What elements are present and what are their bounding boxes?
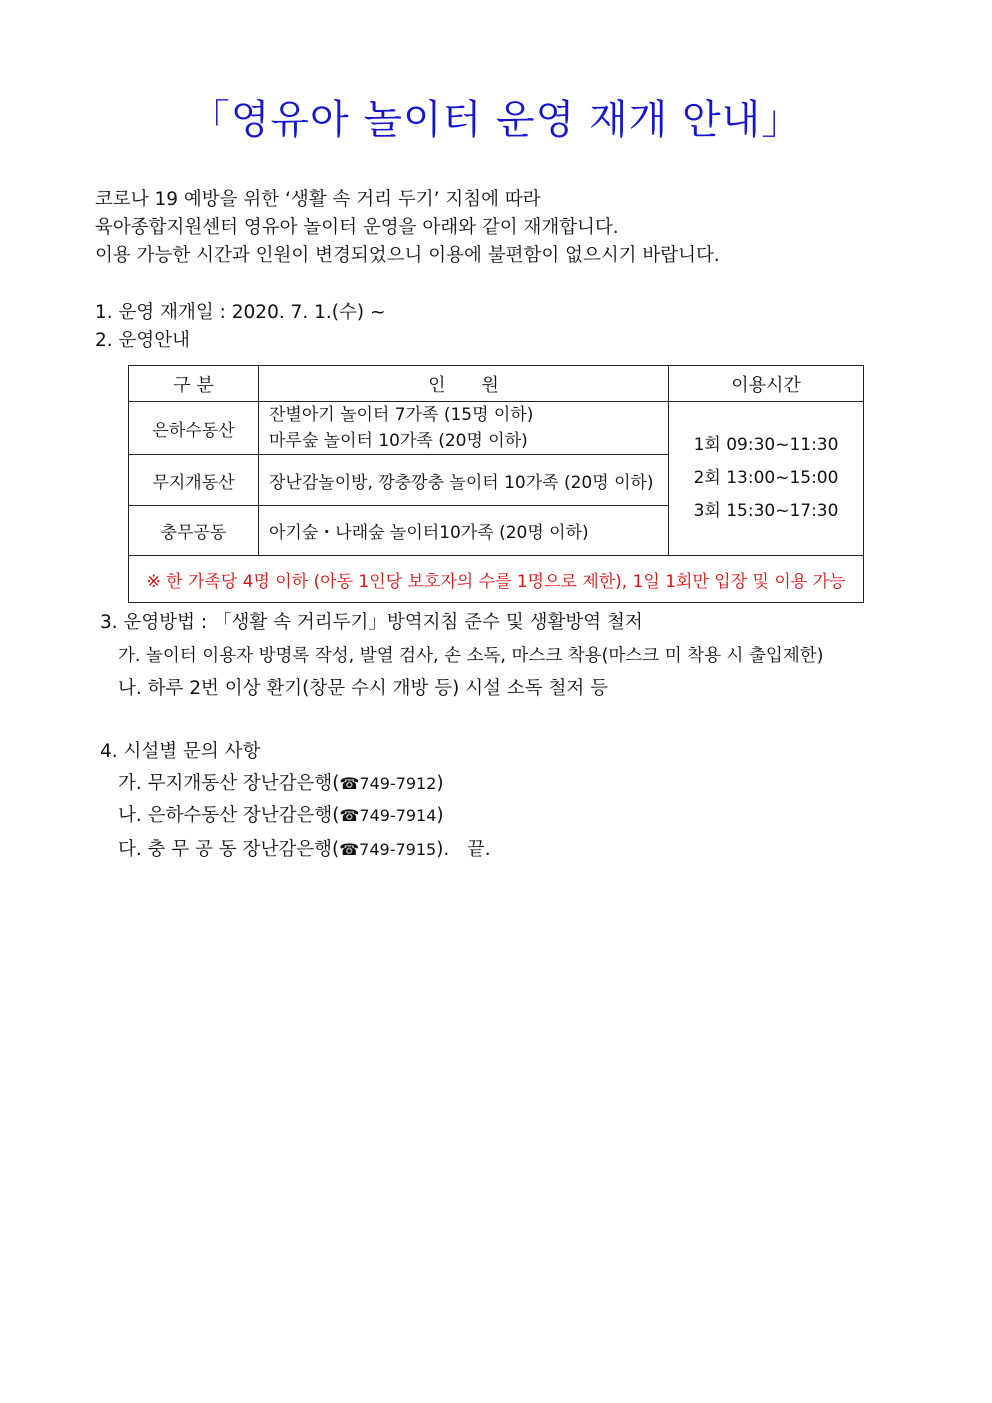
header-category: 구 분: [129, 366, 259, 402]
page-title: 「영유아 놀이터 운영 재개 안내」: [189, 97, 803, 143]
contact-label: 가. 무지개동산 장난감은행(: [118, 773, 340, 794]
header-time: 이용시간: [669, 366, 864, 402]
contact-line: [118, 804, 444, 828]
people-line: 아기숲・나래숲 놀이터10가족 (20명 이하): [269, 523, 589, 543]
contact-suffix: ): [436, 805, 444, 826]
phone-number: ☎749-7912: [339, 774, 437, 793]
time-slot: 1회 09:30~11:30: [693, 435, 839, 455]
operation-guide-heading: 2. 운영안내: [95, 330, 191, 351]
people-cell: [259, 455, 669, 506]
time-cell: [669, 402, 864, 556]
intro-line-2: 육아종합지원센터 영유아 놀이터 운영을 아래와 같이 재개합니다.: [95, 217, 619, 238]
operation-method-item: 가. 놀이터 이용자 방명록 작성, 발열 검사, 손 소독, 마스크 착용(마스크 미 착용 시 출입제한): [118, 646, 824, 666]
intro-line-1: 코로나 19 예방을 위한 ‘생활 속 거리 두기’ 지침에 따라: [95, 189, 541, 210]
people-line: 장난감놀이방, 깡충깡충 놀이터 10가족 (20명 이하): [269, 472, 654, 493]
header-people: 인 원: [259, 366, 669, 402]
contact-label: 나. 은하수동산 장난감은행(: [118, 805, 340, 826]
people-line: 마루숲 놀이터 10가족 (20명 이하): [269, 431, 528, 451]
contact-line: [118, 838, 491, 862]
time-slot: 3회 15:30~17:30: [693, 501, 839, 521]
place-name: 충무공동: [129, 506, 259, 556]
people-cell: [259, 506, 669, 556]
table-row: [129, 402, 864, 455]
operation-method-heading: 3. 운영방법 : 「생활 속 거리두기」방역지침 준수 및 생활방역 철저: [100, 612, 643, 633]
capacity-note: ※ 한 가족당 4명 이하 (아동 1인당 보호자의 수를 1명으로 제한), 1일 1회만 입장 및 이용 가능: [129, 556, 864, 603]
place-name: 무지개동산: [129, 455, 259, 506]
people-cell: [259, 402, 669, 455]
people-line: 잔별아기 놀이터 7가족 (15명 이하): [269, 405, 534, 425]
contact-label: 다. 충 무 공 동 장난감은행(: [118, 839, 340, 860]
operation-method-item: 나. 하루 2번 이상 환기(창문 수시 개방 등) 시설 소독 철저 등: [118, 678, 608, 699]
phone-number: ☎749-7915: [339, 840, 437, 859]
contact-suffix: ): [436, 773, 444, 794]
place-name: 은하수동산: [129, 402, 259, 455]
contact-suffix: ). 끝.: [436, 839, 491, 860]
time-slot: 2회 13:00~15:00: [693, 468, 839, 488]
contact-line: [118, 772, 444, 796]
intro-line-3: 이용 가능한 시간과 인원이 변경되었으니 이용에 불편함이 없으시기 바랍니다.: [95, 245, 720, 266]
operation-table: [128, 365, 864, 603]
phone-number: ☎749-7914: [339, 806, 437, 825]
reopen-date: 1. 운영 재개일 : 2020. 7. 1.(수) ~: [95, 302, 386, 323]
inquiry-heading: 4. 시설별 문의 사항: [100, 741, 261, 762]
